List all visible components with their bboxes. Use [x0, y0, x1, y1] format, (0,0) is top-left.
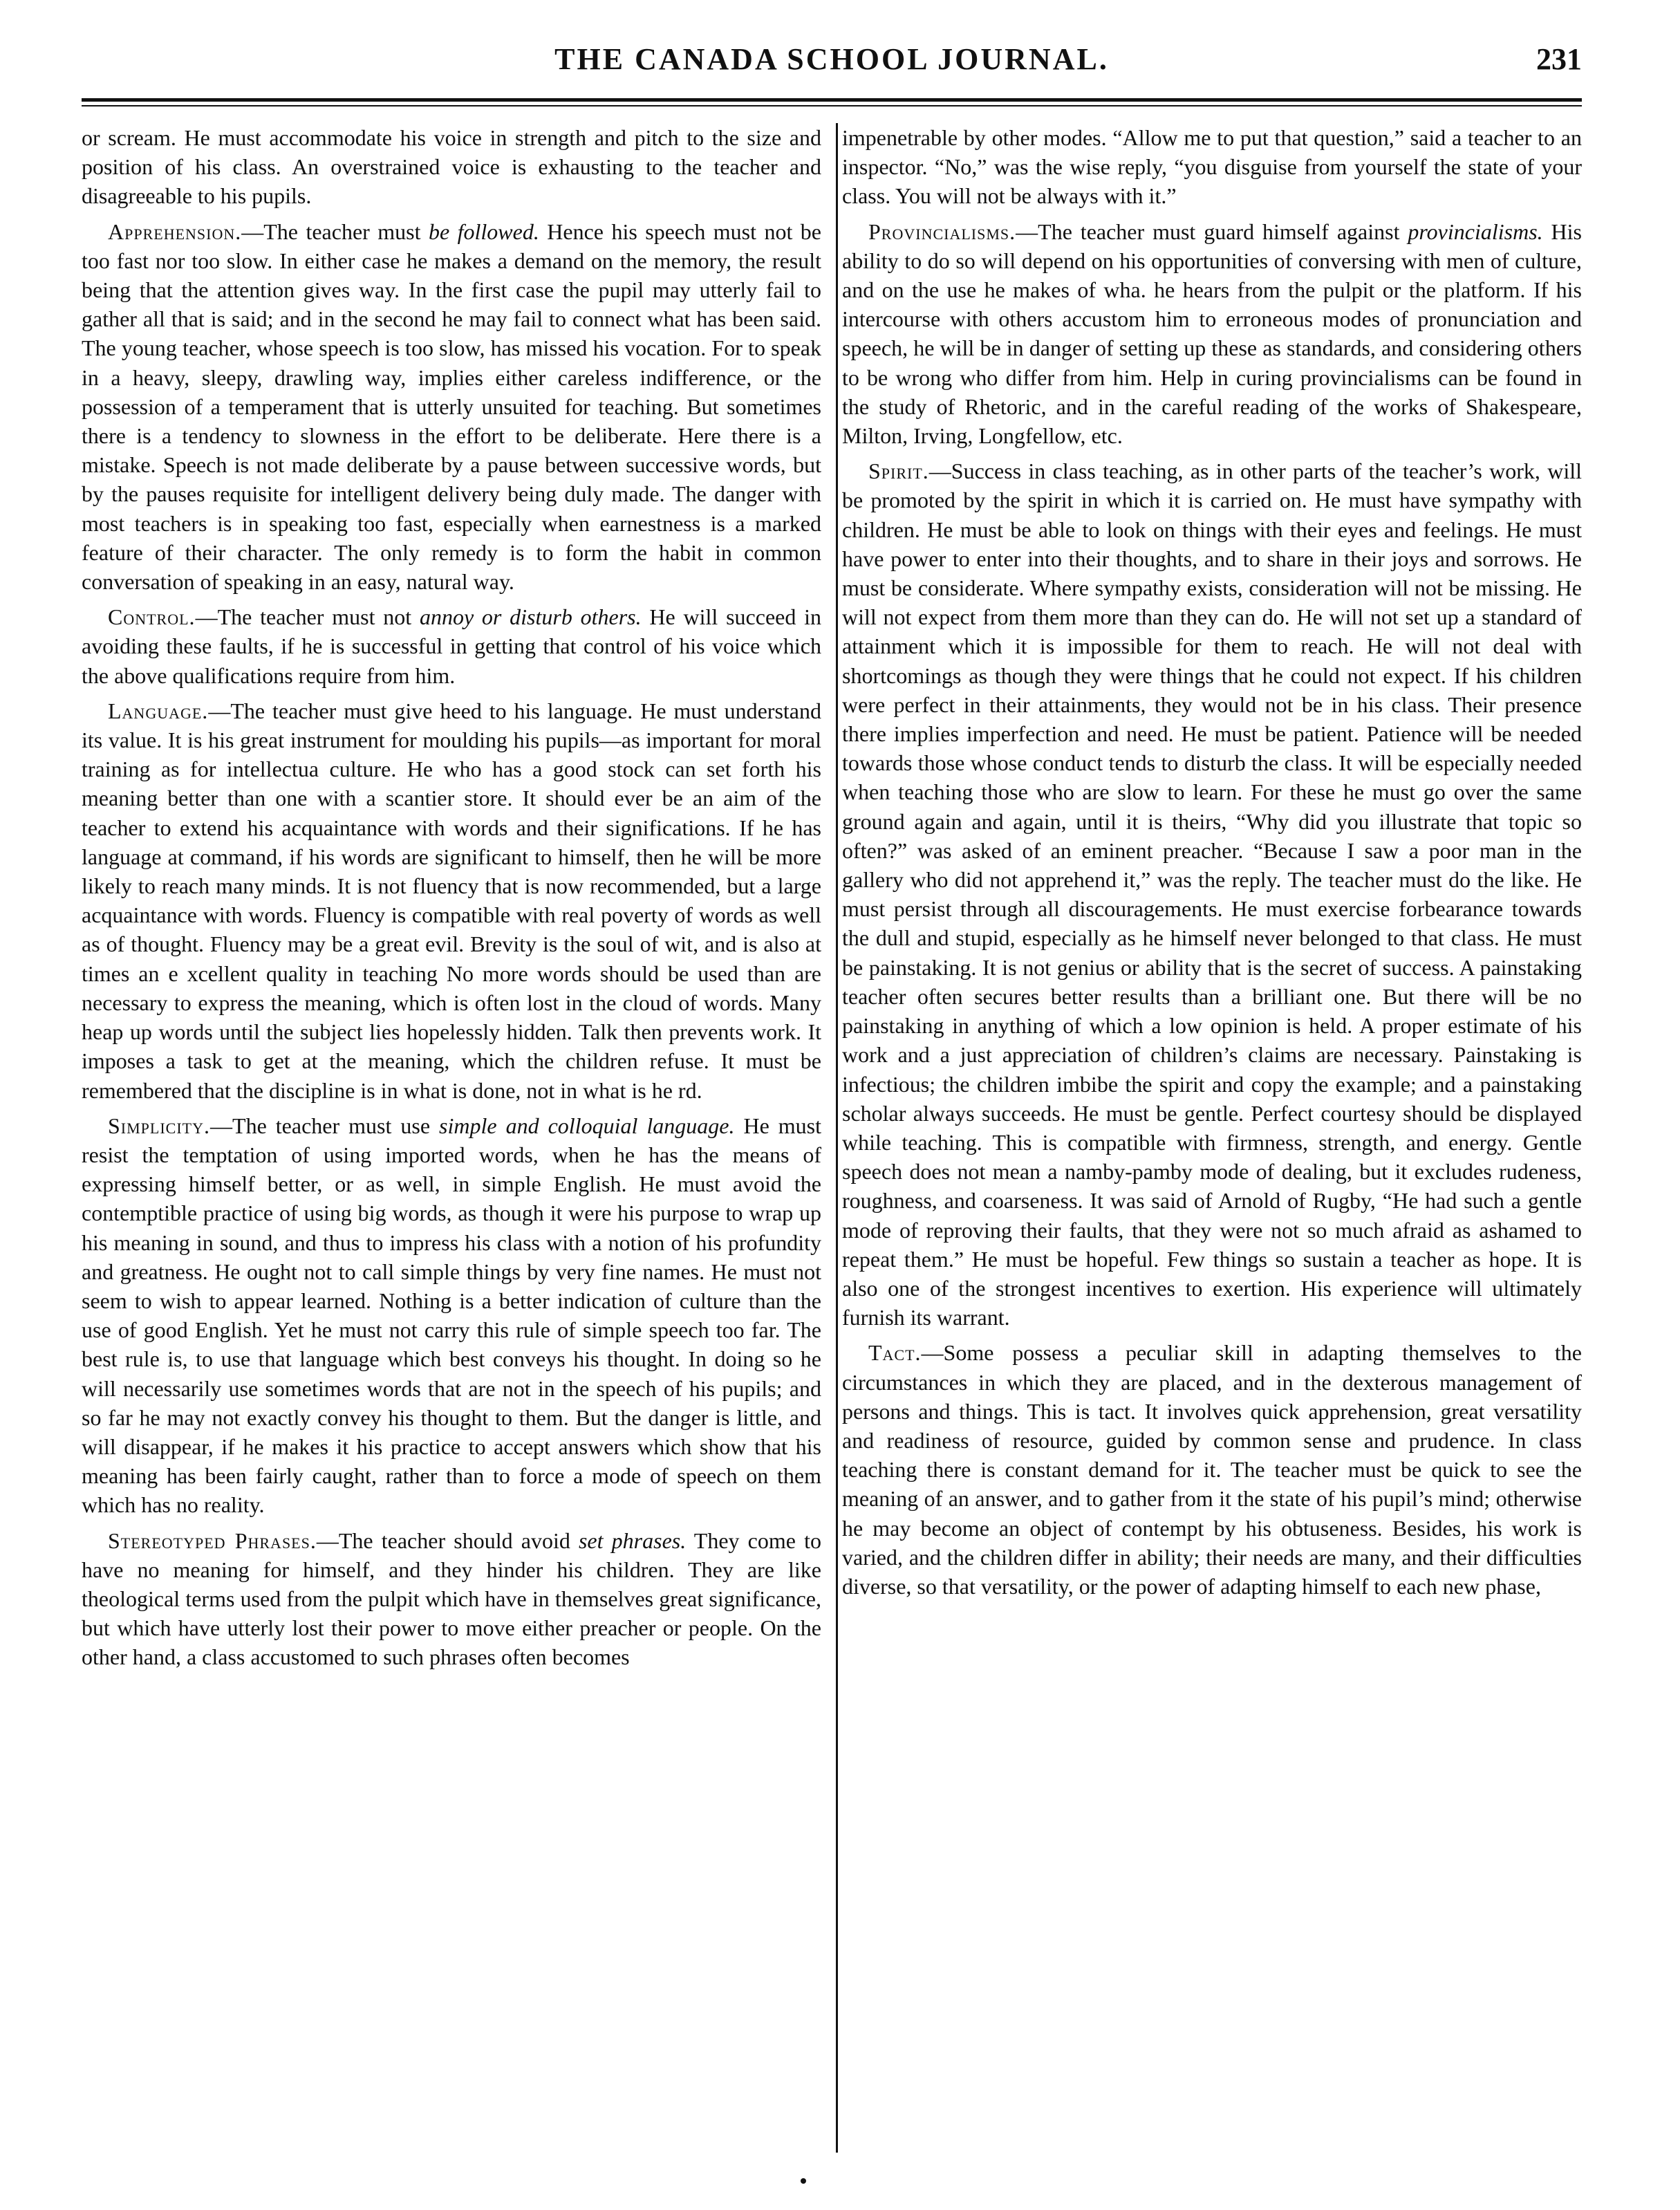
paragraph-emphasis: provincialisms. [1408, 219, 1543, 244]
paragraph [842, 1338, 1582, 1601]
journal-title: THE CANADA SCHOOL JOURNAL. [554, 42, 1109, 76]
paragraph-text: —The teacher should avoid [316, 1528, 579, 1553]
paragraph-heading: Provincialisms. [868, 219, 1016, 244]
paragraph-heading: Simplicity. [108, 1113, 211, 1138]
print-speck [801, 2178, 806, 2184]
page-number: 231 [1536, 42, 1582, 76]
paragraph-text: —The teacher must [241, 219, 429, 244]
paragraph-heading: Language. [108, 698, 209, 723]
paragraph-text: He will succeed in avoiding these faults, if he is successful in getting that control of his voice which the above qualifications require from him. [82, 604, 822, 688]
paragraph-text: —The teacher must give heed to his language. He must understand its value. It is his great instrument for moulding his pupils—as important for moral training as for intellectua culture. He who has a good stock can set forth his meaning better than one with a scantier store. It should ever be an aim of the teacher to extend his acquaintance with words and their significations. If he has language at command, if his words are significant to himself, then he will be more likely to reach many minds. It is not fluency that is now recommended, but a large acquaintance with words. Fluency is compatible with real poverty of words as well as of thought. Fluency may be a great evil. Brevity is the soul of wit, and is also at times an e xcellent quality in teaching No more words should be used than are necessary to express the meaning, which is often lost in the cloud of words. Many heap up words until the subject lies hopelessly hidden. Talk then prevents work. It imposes a task to get at the meaning, which the children refuse. It must be remembered that the discipline is in what is done, not in what is he rd. [82, 698, 821, 1103]
paragraph-text: He must resist the temptation of using imported words, when he has the means of expressing himself better, or as well, in simple English. He must avoid the contemptible practice of using big words, as though it were his purpose to wrap up his meaning in sound, and thus to impress his class with a notion of his profundity and greatness. He ought not to call simple things by very fine names. He must not seem to wish to appear learned. Nothing is a better indication of culture than the use of good English. Yet he must not carry this rule of simple speech too far. The best rule is, to use that language which best conveys his thought. In doing so he will necessarily use sometimes words that are not in the speech of his pupils; and so far he may not exactly convey his thought to them. But the danger is little, and will disappear, if he makes it his practice to accept answers which show that his meaning has been fairly caught, rather than to force a mode of speech on them which has no reality. [82, 1113, 822, 1518]
paragraph [842, 456, 1582, 1332]
left-column [82, 123, 821, 1678]
paragraph-emphasis: be followed. [428, 219, 539, 244]
column-divider [836, 123, 838, 2153]
paragraph [82, 602, 821, 690]
paragraph-text: They come to have no meaning for himself, and they hinder his children. They are like theological terms used from the pulpit which have in themselves great significance, but which have utterly lost their power to move either preacher or people. On the other hand, a class accustomed to such phrases often becomes [82, 1528, 821, 1670]
header-rule [82, 98, 1582, 102]
paragraph-text: —Success in class teaching, as in other parts of the teacher’s work, will be promoted by the spirit in which it is carried on. He must have sympathy with children. He must be able to look on things with their eyes and feelings. He must have power to enter into their thoughts, and to share in their joys and sorrows. He must be considerate. Where sympathy exists, consideration will not be missing. He will not expect from them more than they can do. He will not set up a standard of attainment which it is impossible for them to reach. He will not deal with shortcomings as though they were things that he could not expect. If his children were perfect in their attainments, they would not be in his class. Their presence there implies imperfection and need. He must be patient. Patience will be needed towards those whose conduct tends to disturb the class. It will be especially needed when teaching those who are slow to learn. For these he must go over the same ground again and again, until it is theirs, “Why did you illustrate that topic so often?” was asked of an eminent preacher. “Because I saw a poor man in the gallery who did not apprehend it,” was the reply. The teacher must do the like. He must persist through all discouragements. He must exercise forbearance towards the dull and stupid, especially as he himself never belonged to that class. He must be painstaking. It is not genius or ability that is the secret of success. A painstaking teacher often secures better results than a brilliant one. But there will be no painstaking in anything of which a low opinion is held. A proper estimate of his work and a just appreciation of children’s claims are necessary. Painstaking is infectious; the children imbibe the spirit and copy the example; and a painstaking scholar always succeeds. He must be gentle. Perfect courtesy should be displayed while teaching. This is compatible with firmness, strength, and energy. Gentle speech does not mean a namby-pamby mode of dealing, but it excludes rudeness, roughness, and coarseness. It was said of Arnold of Rugby, “He had such a gentle mode of reproving their faults, that they were not so much afraid as ashamed to repeat them.” He must be hopeful. Few things so sustain a teacher as hope. It is also one of the strongest incentives to exertion. His experience will ultimately furnish its warrant. [842, 458, 1582, 1330]
paragraph-emphasis: set phrases. [578, 1528, 687, 1553]
paragraph [82, 1526, 821, 1672]
paragraph-heading: Apprehension. [108, 219, 242, 244]
paragraph-heading: Stereotyped Phrases. [108, 1528, 317, 1553]
paragraph [842, 123, 1582, 211]
paragraph-text: —The teacher must not [195, 604, 420, 630]
paragraph-text: —The teacher must use [210, 1113, 440, 1138]
paragraph-heading: Spirit. [868, 458, 929, 484]
paragraph-emphasis: annoy or disturb others. [419, 604, 642, 630]
paragraph-text: —The teacher must guard himself against [1016, 219, 1408, 244]
paragraph [82, 123, 821, 211]
paragraph [842, 217, 1582, 451]
paragraph-text: impenetrable by other modes. “Allow me to put that question,” said a teacher to an inspector. “No,” was the wise reply, “you disguise from yourself the state of your class. You will not be always with it.” [842, 125, 1582, 209]
paragraph-emphasis: simple and colloquial language. [439, 1113, 735, 1138]
paragraph [82, 696, 821, 1105]
paragraph-heading: Control. [108, 604, 196, 630]
header-rule-thin [82, 105, 1582, 106]
right-column [842, 123, 1582, 1607]
paragraph-text: —Some possess a peculiar skill in adapting themselves to the circumstances in which they are placed, and in the dexterous management of persons and things. This is tact. It involves quick apprehension, great versatility and readiness of resource, guided by common sense and prudence. In class teaching there is constant demand for it. The teacher must be quick to see the meaning of an answer, and to gather from it the state of his pupil’s mind; otherwise he may become an object of contempt by his obtuseness. Besides, his work is varied, and the children differ in ability; their needs are many, and their difficulties diverse, so that versatility, or the power of adapting himself to each new phase, [842, 1340, 1582, 1599]
paragraph [82, 1111, 821, 1520]
paragraph-text: or scream. He must accommodate his voice in strength and pitch to the size and position of his class. An overstrained voice is exhausting to the teacher and disagreeable to his pupils. [82, 125, 821, 209]
paragraph [82, 217, 821, 597]
paragraph-text: Hence his speech must not be too fast nor too slow. In either case he makes a demand on the memory, the result being that the attention gives way. In the first case the pupil may utterly fail to gather all that is said; and in the second he may fail to connect what has been said. The young teacher, whose speech is too slow, has missed his vocation. For to speak in a heavy, sleepy, drawling way, implies either careless indifference, or the possession of a temperament that is utterly unsuited for teaching. But sometimes there is a tendency to slowness in the effort to be deliberate. Here there is a mistake. Speech is not made deliberate by a pause between successive words, but by the pauses requisite for intelligent delivery being duly made. The danger with most teachers is in speaking too fast, especially when earnestness is a marked feature of their character. The only remedy is to form the habit in common conversation of speaking in an easy, natural way. [82, 219, 821, 595]
paragraph-heading: Tact. [868, 1340, 922, 1366]
paragraph-text: His ability to do so will depend on his opportunities of conversing with men of culture, and on the use he makes of wha. he hears from the pulpit or the platform. If his intercourse with others accustom him to erroneous modes of pronunciation and speech, he will be in danger of setting up these as standards, and considering others to be wrong who differ from him. Help in curing provincialisms can be found in the study of Rhetoric, and in the careful reading of the works of Shakespeare, Milton, Irving, Longfellow, etc. [842, 219, 1583, 449]
running-header [82, 41, 1582, 83]
